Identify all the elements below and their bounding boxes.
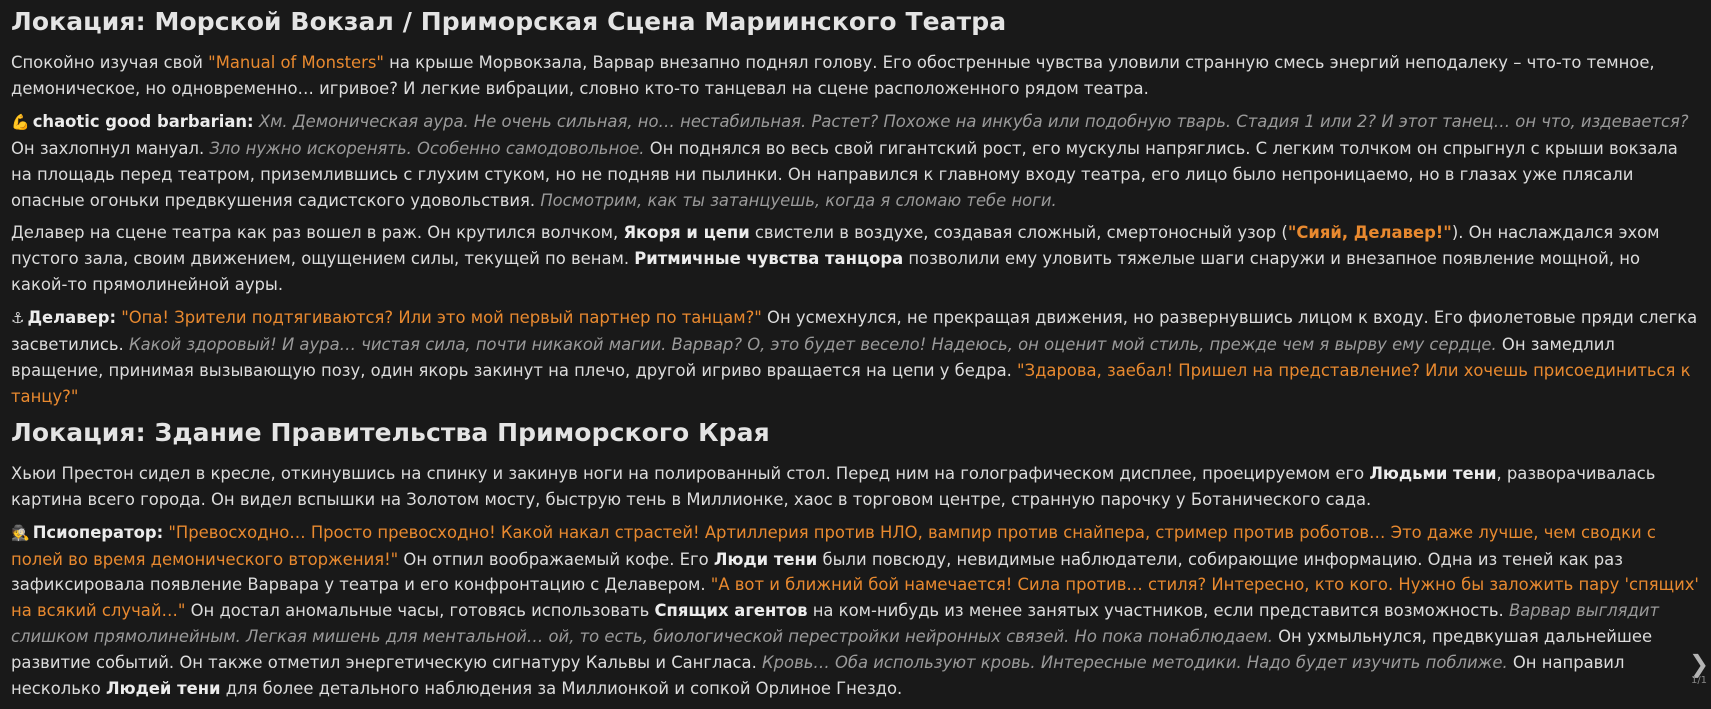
spoken-quote: "Сияй, Делавер!"	[1287, 223, 1452, 243]
swipe-navigation[interactable]	[1689, 650, 1710, 686]
speaker-name-delaver: Делавер:	[27, 308, 117, 328]
narration-text: свистели в воздухе, создавая сложный, смертоносный узор (	[749, 223, 1288, 243]
anchor-icon: ⚓	[11, 309, 25, 328]
psioperator-paragraph	[11, 520, 1701, 702]
narration-text: Он захлопнул мануал.	[11, 138, 210, 158]
barbarian-paragraph	[11, 109, 1701, 214]
speaker-name-psioperator: Псиоператор:	[32, 522, 164, 542]
narration-text: Делавер на сцене театра как раз вошел в раж. Он крутился волчком,	[11, 223, 624, 243]
ability-name: Якоря и цепи	[623, 223, 750, 243]
narration-text: Он направил несколько	[11, 653, 1625, 699]
inner-thought: Какой здоровый! И аура… чистая сила, почти никакой магии. Варвар? О, это будет весело! Надеюсь, он оценит мой стиль, прежде чем я вырву ему сердце.	[128, 335, 1497, 355]
location-heading-sea-station: Локация: Морской Вокзал / Приморская Сцена Мариинского Театра	[11, 7, 1007, 36]
narration-text: ). Он наслаждался эхом пустого зала, своим движением, ощущением силы, текущей по венам.	[11, 223, 1660, 269]
ability-name: Люди тени	[713, 549, 818, 569]
spoken-quote: "Здарова, заебал! Пришел на представление? Или хочешь присоединиться к танцу?"	[11, 360, 1691, 406]
narration-paragraph	[11, 461, 1701, 513]
quoted-title: "Manual of Monsters"	[208, 53, 384, 72]
inner-thought: Варвар выглядит слишком прямолинейным. Легкая мишень для ментальной… ой, то есть, биологической перестройки нейронных связей. Но пока понаблюдаем.	[11, 601, 1660, 647]
narration-text: Он усмехнулся, не прекращая движения, но развернувшись лицом к входу. Его фиолетовые пряди слегка засветились.	[11, 308, 1698, 355]
chat-message-content	[11, 0, 1701, 709]
narration-text: были повсюду, невидимые наблюдатели, собирающие информацию. Одна из теней как раз зафиксировала появление Варвара у театра и его конфронтацию с Делавером.	[11, 549, 1623, 595]
delaver-paragraph	[11, 305, 1701, 410]
ability-name: Спящих агентов	[654, 601, 808, 621]
inner-thought: Кровь… Оба используют кровь. Интересные методики. Надо будет изучить поближе.	[762, 653, 1508, 673]
narration-text: Он замедлил вращение, принимая вызывающую позу, один якорь закинут на плечо, другой игриво вращается на цепи у бедра.	[11, 335, 1615, 380]
narration-text: Он достал аномальные часы, готовясь использовать	[185, 601, 655, 621]
narration-text: для более детального наблюдения за Миллионкой и сопкой Орлиное Гнездо.	[220, 679, 903, 699]
spoken-quote: "А вот и ближний бой намечается! Сила против… стиля? Интересно, кто кого. Нужно бы заложить пару 'спящих' на всякий случай…"	[11, 575, 1699, 621]
narration-paragraph	[11, 50, 1701, 102]
narration-text: Он ухмыльнулся, предвкушая дальнейшее развитие событий. Он также отметил энергетическую сигнатуру Кальвы и Сангласа.	[11, 627, 1653, 673]
ability-name: Людей тени	[106, 679, 221, 699]
speaker-name-barbarian: chaotic good barbarian:	[32, 111, 254, 131]
spoken-quote: "Опа! Зрители подтягиваются? Или это мой первый партнер по танцам?"	[121, 308, 762, 328]
inner-thought: Хм. Демоническая аура. Не очень сильная, но… нестабильная. Растет? Похоже на инкуба или подобную тварь. Стадия 1 или 2? И этот танец… он что, издевается?	[258, 111, 1689, 131]
chevron-right-icon[interactable]: ❯	[1689, 650, 1710, 678]
inner-thought: Посмотрим, как ты затанцуешь, когда я сломаю тебе ноги.	[540, 190, 1057, 210]
narration-text: Он поднялся во весь свой гигантский рост, его мускулы напряглись. С легким толчком он спрыгнул с крыши вокзала на площадь перед театром, приземлившись с глухим стуком, но не подняв ни пылинки. Он направился к главному входу театра, его лицо было непроницаемо, но в глазах уже плясали опасные огоньки предвкушения садистского удовольствия.	[11, 138, 1678, 210]
narration-text: Он отпил воображаемый кофе. Его	[398, 549, 714, 569]
spoken-quote: "Превосходно… Просто превосходно! Какой накал страстей! Артиллерия против НЛО, вампир против снайпера, стример против роботов… Это даже лучше, чем сводки с полей во время демонического вторжения!"	[11, 522, 1656, 569]
narration-text: позволили ему уловить тяжелые шаги снаружи и внезапное появление мощной, но какой-то прямолинейной ауры.	[11, 249, 1640, 295]
location-heading-government: Локация: Здание Правительства Приморского Края	[11, 417, 770, 447]
narration-text: Хьюи Престон сидел в кресле, откинувшись на спинку и закинув ноги на полированный стол. Перед ним на голографическом дисплее, проецируемом его	[11, 463, 1370, 483]
narration-paragraph	[11, 220, 1701, 298]
narration-text: на ком-нибудь из менее занятых участников, если представится возможность.	[807, 601, 1509, 621]
narration-text: Спокойно изучая свой	[11, 53, 209, 72]
detective-icon: 🕵	[11, 523, 30, 542]
narration-text: на крыше Морвокзала, Варвар внезапно поднял голову. Его обостренные чувства уловили странную смесь энергий неподалеку – что-то темное, демоническое, но одновременно… игривое? И легкие вибрации, словно кто-то танцевал на сцене расположенного рядом театра.	[11, 53, 1655, 98]
ability-name: Людьми тени	[1369, 463, 1497, 483]
swipe-page-counter: 1/1	[1690, 675, 1708, 686]
ability-name: Ритмичные чувства танцора	[634, 249, 904, 269]
inner-thought: Зло нужно искоренять. Особенно самодовольное.	[209, 138, 645, 158]
narration-text: , разворачивалась картина всего города. Он видел вспышки на Золотом мосту, быструю тень в Миллионке, хаос в торговом центре, странную парочку у Ботанического сада.	[11, 463, 1656, 509]
flexed-biceps-icon: 💪	[11, 112, 30, 131]
